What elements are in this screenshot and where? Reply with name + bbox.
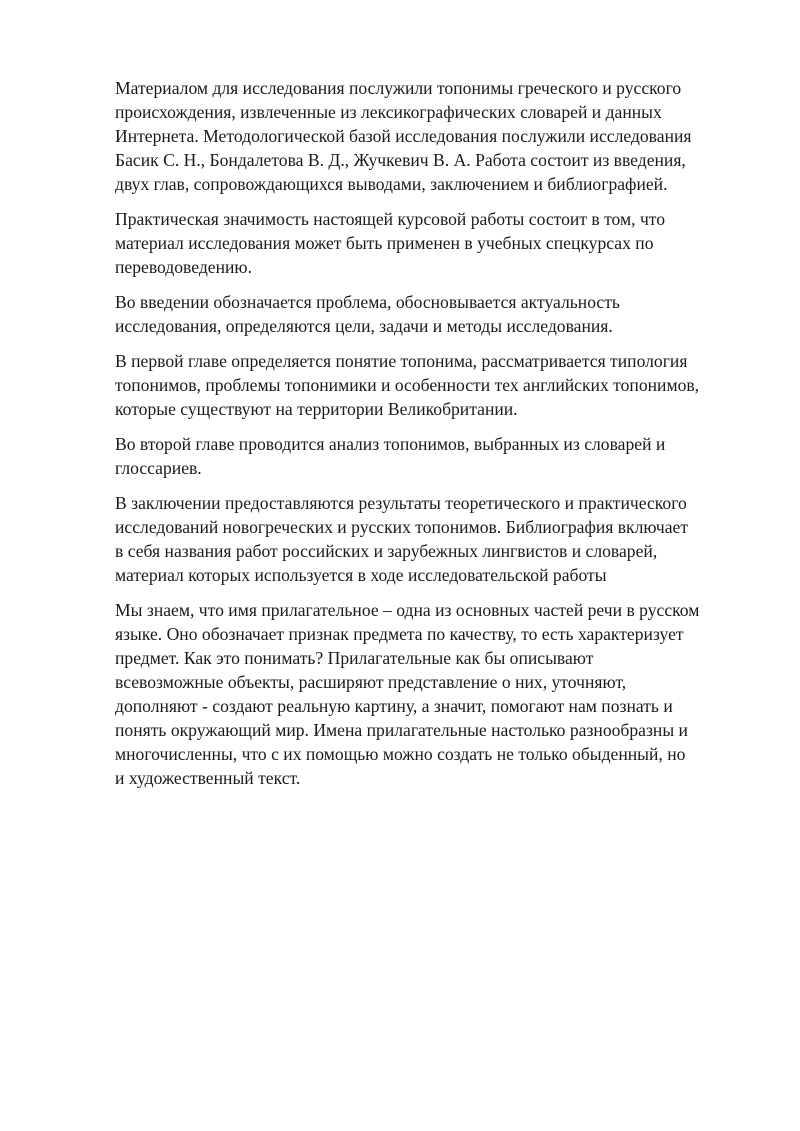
paragraph-adjectives: Мы знаем, что имя прилагательное – одна из основных частей речи в русском языке. Оно обозначает признак предмета по качеству, то есть характеризует предмет. Как это понимать? Прилагательные как бы описывают всевозможные объекты, расширяют представление о них, уточняют, дополняют - создают реальную картину, а значит, помогают нам познать и понять окружающий мир. Имена прилагательные настолько разнообразны и многочисленны, что с их помощью можно создать не только обыденный, но и художественный текст. <box>115 600 700 788</box>
paragraph-conclusion: В заключении предоставляются результаты теоретического и практического исследований новогреческих и русских топонимов. Библиография включает в себя названия работ российских и зарубежных лингвистов и словарей, материал которых используется в ходе исследовательской работы <box>115 493 689 585</box>
paragraph-practical-significance: Практическая значимость настоящей курсовой работы состоит в том, что материал исследования может быть применен в учебных спецкурсах по переводоведению. <box>115 209 666 277</box>
paragraph-materials: Материалом для исследования послужили топонимы греческого и русского происхождения, извлеченные из лексикографических словарей и данных Интернета. Методологической базой исследования послужили исследования Басик С. Н., Бондалетова В. Д., Жучкевич В. А. Работа состоит из введения, двух глав, сопровождающихся выводами, заключением и библиографией. <box>115 78 692 194</box>
paragraph-first-chapter: В первой главе определяется понятие топонима, рассматривается типология топонимов, проблемы топонимики и особенности тех английских топонимов, которые существуют на территории Великобритании. <box>115 351 700 419</box>
paragraph-introduction: Во введении обозначается проблема, обосновывается актуальность исследования, определяются цели, задачи и методы исследования. <box>115 292 620 336</box>
paragraph-second-chapter: Во второй главе проводится анализ топонимов, выбранных из словарей и глоссариев. <box>115 434 666 478</box>
document-body <box>115 76 745 801</box>
